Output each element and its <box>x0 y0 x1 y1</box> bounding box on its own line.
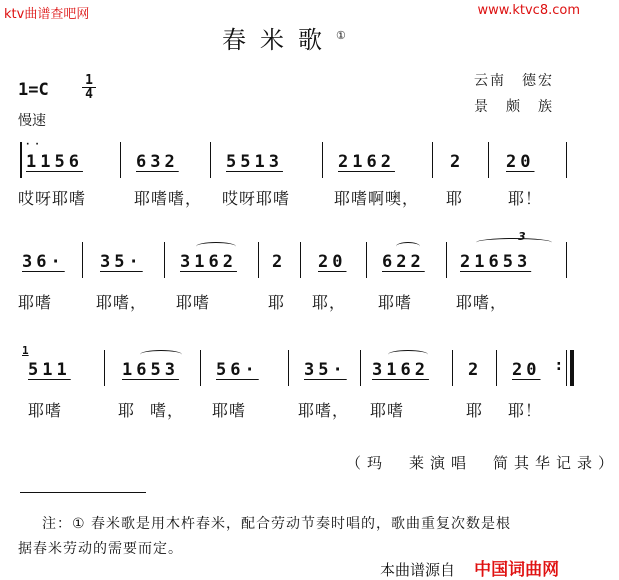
footnote-line-1: 注：① 春米歌是用木杵春米，配合劳动节奏时唱的，歌曲重复次数是根 <box>42 516 511 532</box>
lyric: 耶嗜嗜， <box>134 189 203 208</box>
lyric: 嗜， <box>150 401 185 420</box>
measure: 632 <box>136 152 179 172</box>
measure: 2 <box>468 360 483 380</box>
barline <box>496 350 497 386</box>
end-barline <box>570 350 574 386</box>
barline <box>120 142 121 178</box>
measure: 1653 <box>122 360 179 380</box>
lyric: 耶嗜 <box>370 401 405 420</box>
barline <box>566 350 567 386</box>
lyric: 哎呀耶嗜 <box>222 189 291 208</box>
watermark-left: ktv曲谱查吧网 <box>4 7 90 22</box>
barline <box>360 350 361 386</box>
lyric: 耶 <box>466 401 484 420</box>
lyric: 耶嗜， <box>298 401 350 420</box>
source-credit <box>380 555 559 580</box>
barline <box>104 350 105 386</box>
slur <box>476 238 552 247</box>
measure: 1156 <box>26 152 83 172</box>
lyric: 耶嗜啊噢， <box>334 189 420 208</box>
measure: 20 <box>318 252 347 272</box>
ethnicity-label: 景 颇 族 <box>474 99 554 115</box>
barline <box>288 350 289 386</box>
measure: 20 <box>506 152 535 172</box>
barline <box>366 242 367 278</box>
lyric: 耶嗜 <box>378 293 413 312</box>
barline <box>432 142 433 178</box>
source-site-link[interactable]: 中国词曲网 <box>474 560 560 580</box>
slur <box>140 350 182 359</box>
measure: 2 <box>450 152 465 172</box>
lyric: 耶！ <box>508 189 543 208</box>
measure: 622 <box>382 252 425 272</box>
barline <box>452 350 453 386</box>
lyric: 耶！ <box>508 401 543 420</box>
footnote-line-2: 据春米劳动的需要而定。 <box>18 541 183 557</box>
time-signature <box>82 74 96 101</box>
lyric: 耶嗜 <box>28 401 63 420</box>
lyric: 耶嗜 <box>176 293 211 312</box>
barline <box>566 142 567 178</box>
slur <box>196 242 236 251</box>
barline <box>566 242 567 278</box>
measure: 5513 <box>226 152 283 172</box>
measure: 35· <box>304 360 347 380</box>
region-label: 云南 德宏 <box>474 73 554 89</box>
lyric: 耶 <box>118 401 136 420</box>
barline <box>322 142 323 178</box>
source-prefix: 本曲谱源自 <box>380 561 456 579</box>
barline <box>300 242 301 278</box>
slur <box>396 242 420 251</box>
measure: 2162 <box>338 152 395 172</box>
measure: 35· <box>100 252 143 272</box>
tempo-marking: 慢速 <box>18 113 46 129</box>
lyric: 耶， <box>312 293 347 312</box>
measure: 511 <box>28 360 71 380</box>
barline <box>20 142 22 178</box>
barline <box>446 242 447 278</box>
barline <box>200 350 201 386</box>
lyric: 耶嗜 <box>18 293 53 312</box>
time-sig-top: 1 <box>85 73 93 88</box>
lyrics-row-2 <box>0 290 586 314</box>
key-text: 1=C <box>18 80 49 100</box>
measure: 3162 <box>180 252 237 272</box>
barline <box>210 142 211 178</box>
lyrics-row-3 <box>0 398 586 422</box>
octave-dots: ·· <box>26 140 45 150</box>
footnote-divider <box>20 492 146 493</box>
repeat-dots: : <box>556 358 562 374</box>
time-sig-bottom: 4 <box>82 87 96 101</box>
barline <box>82 242 83 278</box>
barline <box>164 242 165 278</box>
key-signature <box>18 80 49 100</box>
lyric: 耶嗜 <box>212 401 247 420</box>
measure: 21653 <box>460 252 532 272</box>
barline <box>258 242 259 278</box>
barline <box>488 142 489 178</box>
measure: 2 <box>272 252 287 272</box>
lyric: 耶 <box>446 189 464 208</box>
lyric: 耶嗜， <box>456 293 508 312</box>
song-title <box>222 20 346 55</box>
measure: 20 <box>512 360 541 380</box>
lyric: 耶嗜， <box>96 293 148 312</box>
tuplet-mark: 3 <box>518 230 526 243</box>
lyrics-row-1 <box>0 186 586 210</box>
lyric: 耶 <box>268 293 286 312</box>
measure: 3162 <box>372 360 429 380</box>
lyric: 哎呀耶嗜 <box>18 189 87 208</box>
measure: 56· <box>216 360 259 380</box>
slur <box>388 350 428 359</box>
performer-credit: （玛 莱演唱 简其华记录） <box>346 454 619 472</box>
song-title-text: 春米歌 <box>222 26 336 54</box>
watermark-right: www.ktvc8.com <box>477 3 580 18</box>
measure: 36· <box>22 252 65 272</box>
title-footnote-mark: ① <box>336 29 346 42</box>
grace-note: 1 <box>22 344 29 357</box>
